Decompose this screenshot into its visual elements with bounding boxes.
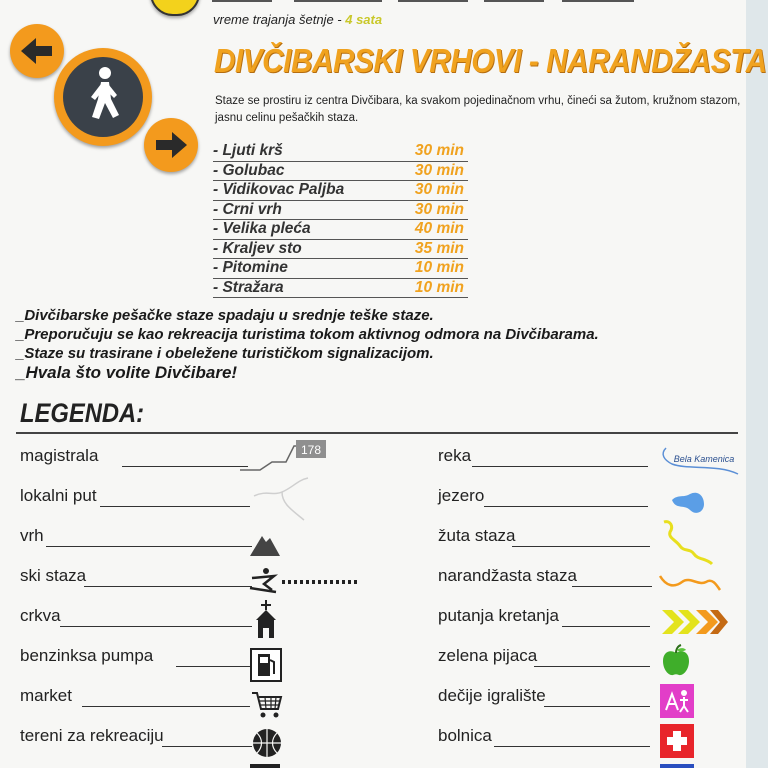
legend-item-local-road: lokalni put (20, 486, 360, 516)
note-line: _Preporučuju se kao rekreacija turistima tokom aktivnog odmora na Divčibarama. (16, 326, 599, 343)
legend-item-green-market: zelena pijaca (438, 646, 748, 676)
legend-item-fuel: benzinksa pumpa (20, 646, 360, 676)
prev-button[interactable] (10, 24, 64, 78)
top-divider-lines (212, 0, 632, 3)
list-item: - Velika pleća 40 min (213, 220, 468, 240)
legend-item-ski: ski staza (20, 566, 365, 596)
fuel-pump-icon (250, 648, 282, 682)
svg-text:Bela Kamenica: Bela Kamenica (673, 454, 735, 464)
legend-item-playground: dečije igralište (438, 686, 748, 716)
basketball-icon (252, 728, 282, 758)
list-item: - Golubac 30 min (213, 162, 468, 182)
note-line: _Staze su trasirane i obeležene turističkom signalizacijom. (16, 345, 434, 362)
list-item: - Pitomine 10 min (213, 259, 468, 279)
list-item: - Stražara 10 min (213, 279, 468, 299)
legend-item-river: reka Bela Kamenica (438, 446, 748, 476)
shopping-cart-icon (250, 690, 284, 720)
cutoff-row-line (250, 764, 280, 768)
legend-item-yellow-trail: žuta staza (438, 526, 748, 556)
peak-icon (248, 530, 282, 558)
arrow-left-icon (10, 24, 64, 78)
hospital-cross-icon (660, 724, 694, 758)
legend-title: LEGENDA: (20, 398, 145, 428)
walk-button[interactable] (54, 48, 152, 146)
page-title: DIVČIBARSKI VRHOVI - NARANDŽASTA (214, 42, 767, 79)
legend-divider (16, 432, 738, 434)
note-line: _Divčibarske pešačke staze spadaju u srednje teške staze. (16, 307, 434, 324)
cutoff-row-icon (660, 764, 694, 768)
next-button[interactable] (144, 118, 198, 172)
list-item: - Ljuti krš 30 min (213, 142, 468, 162)
list-item: - Crni vrh 30 min (213, 201, 468, 221)
trail-list (213, 142, 468, 298)
playground-icon (660, 684, 694, 718)
yellow-trail-icon (660, 518, 720, 568)
river-icon (658, 444, 742, 478)
notes (16, 306, 636, 382)
direction-chevrons-icon (658, 606, 730, 638)
legend-item-highway: magistrala 178 (20, 446, 360, 476)
note-line: _Hvala što volite Divčibare! (16, 363, 238, 382)
legend-item-peak: vrh (20, 526, 360, 556)
intro-text: Staze se prostiru iz centra Divčibara, ka svakom pojedinačnom vrhu, čineći sa žutom, kružnom stazom, jasnu celinu pešačkih staza. (215, 95, 741, 124)
lake-icon (668, 488, 708, 518)
legend-item-lake: jezero (438, 486, 748, 516)
arrow-right-icon (144, 118, 198, 172)
top-partial-button[interactable] (150, 0, 200, 16)
orange-trail-icon (658, 566, 724, 596)
walking-person-icon (63, 57, 143, 137)
legend-item-hospital: bolnica (438, 726, 748, 756)
legend-item-church: crkva (20, 606, 360, 636)
list-item: - Vidikovac Paljba 30 min (213, 181, 468, 201)
highway-icon (238, 440, 328, 472)
legend-item-market: market (20, 686, 360, 716)
list-item: - Kraljev sto 35 min (213, 240, 468, 260)
svg-text:178: 178 (300, 443, 322, 457)
local-road-icon (252, 476, 312, 526)
walk-duration: vreme trajanja šetnje - 4 sata (213, 12, 383, 27)
apple-icon (660, 644, 692, 678)
legend-item-orange-trail: narandžasta staza (438, 566, 758, 596)
skier-icon (246, 566, 362, 594)
church-icon (250, 600, 282, 640)
legend-item-recreation: tereni za rekreaciju (20, 726, 360, 756)
legend-item-direction: putanja kretanja (438, 606, 758, 636)
